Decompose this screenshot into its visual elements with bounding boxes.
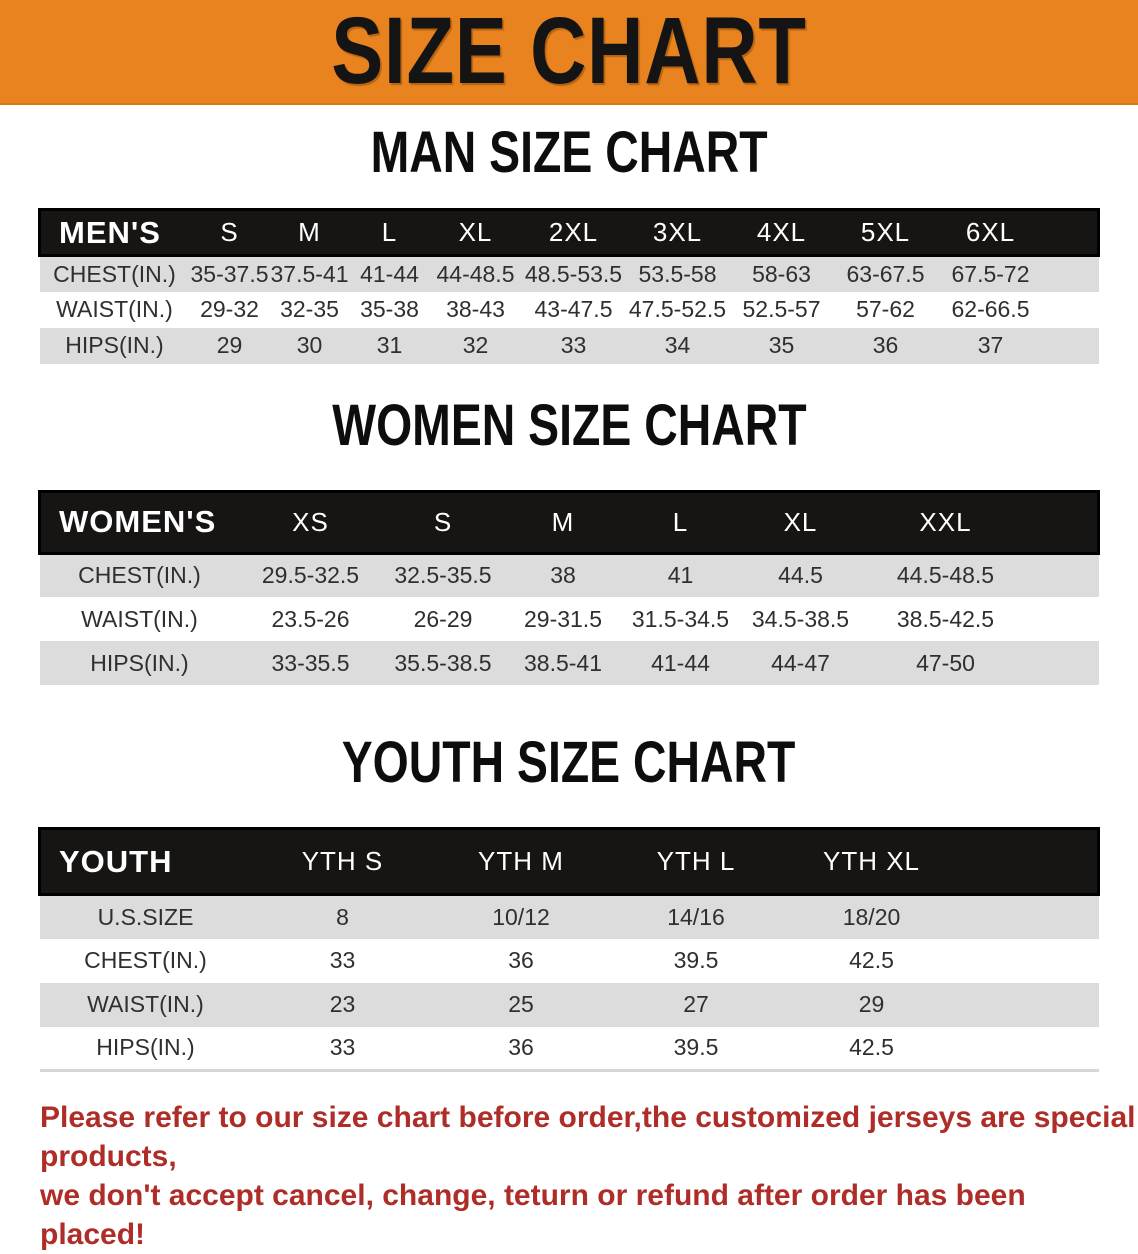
size-value-cell: 29 — [216, 332, 243, 358]
size-value-cell: 32 — [462, 332, 489, 358]
size-chart-sections — [0, 120, 1138, 1072]
men-section-heading-text: MAN SIZE CHART — [370, 120, 768, 185]
size-column-header: YTH XL — [822, 846, 921, 876]
size-value-cell: 32.5-35.5 — [394, 562, 492, 589]
size-value-cell: 10/12 — [492, 903, 550, 930]
size-value-cell: 47.5-52.5 — [628, 296, 727, 322]
table-header-row — [40, 829, 1099, 895]
row-label-cell: HIPS(IN.) — [96, 1034, 195, 1061]
row-label-cell: CHEST(IN.) — [53, 260, 176, 287]
table-row — [40, 641, 1099, 685]
row-label-cell: HIPS(IN.) — [90, 649, 189, 676]
size-column-header: 3XL — [652, 217, 703, 247]
size-value-cell: 36 — [508, 1034, 534, 1061]
disclaimer — [40, 1098, 1138, 1254]
men-section-heading — [0, 120, 1138, 193]
filler-cell — [1030, 597, 1099, 641]
size-value-cell: 35 — [768, 332, 795, 358]
filler-cell — [1044, 256, 1099, 292]
size-value-cell: 38 — [550, 562, 576, 589]
table-header-row — [40, 210, 1099, 256]
table-row — [40, 895, 1099, 939]
table-header-row — [40, 491, 1099, 553]
filler-cell — [960, 939, 1099, 983]
size-value-cell: 39.5 — [673, 1034, 719, 1061]
size-value-cell: 34.5-38.5 — [751, 605, 850, 632]
table-row — [40, 983, 1099, 1027]
size-value-cell: 33 — [560, 332, 587, 358]
size-value-cell: 57-62 — [856, 296, 915, 322]
size-value-cell: 42.5 — [849, 947, 894, 973]
size-value-cell: 33 — [329, 947, 356, 973]
size-value-cell: 43-47.5 — [534, 296, 613, 322]
size-column-header: M — [298, 217, 321, 247]
table-row — [40, 1027, 1099, 1071]
size-value-cell: 23 — [329, 991, 356, 1017]
size-value-cell: 29.5-32.5 — [261, 562, 360, 589]
size-column-header: L — [381, 217, 398, 247]
filler-cell — [960, 895, 1099, 939]
size-column-header: YTH M — [478, 846, 564, 876]
size-value-cell: 32-35 — [280, 296, 339, 322]
section-men — [0, 120, 1138, 364]
filler-cell — [1030, 553, 1099, 597]
size-value-cell: 41-44 — [360, 260, 419, 287]
size-value-cell: 47-50 — [916, 649, 975, 676]
size-value-cell: 25 — [508, 991, 534, 1017]
size-value-cell: 37 — [977, 332, 1004, 358]
filler-cell — [1044, 292, 1099, 328]
row-label-cell: CHEST(IN.) — [78, 562, 201, 589]
size-column-header: XS — [292, 506, 329, 537]
size-value-cell: 35-38 — [360, 296, 419, 322]
youth-section-heading-text: YOUTH SIZE CHART — [342, 730, 796, 795]
size-value-cell: 52.5-57 — [742, 296, 821, 322]
size-value-cell: 48.5-53.5 — [524, 260, 623, 287]
size-value-cell: 27 — [683, 991, 709, 1017]
disclaimer-line-1: Please refer to our size chart before order,the customized jerseys are special products, — [40, 1101, 1136, 1173]
size-value-cell: 31 — [376, 332, 403, 358]
row-label-cell: U.S.SIZE — [97, 903, 194, 930]
size-column-header: 6XL — [965, 217, 1016, 247]
size-value-cell: 34 — [664, 332, 691, 358]
size-value-cell: 41 — [667, 562, 694, 589]
size-value-cell: 42.5 — [849, 1034, 894, 1061]
table-row — [40, 553, 1099, 597]
youth-section-heading — [0, 730, 1138, 803]
size-column-header: M — [551, 506, 575, 537]
row-label-cell: WAIST(IN.) — [87, 991, 204, 1017]
size-value-cell: 35-37.5 — [190, 260, 269, 287]
section-youth — [0, 730, 1138, 1072]
size-value-cell: 44.5 — [778, 562, 823, 589]
size-value-cell: 8 — [336, 903, 349, 930]
group-label-header: MEN'S — [59, 214, 161, 250]
size-value-cell: 39.5 — [673, 947, 719, 973]
size-value-cell: 38-43 — [446, 296, 505, 322]
size-value-cell: 23.5-26 — [271, 605, 350, 632]
size-column-header: 4XL — [756, 217, 807, 247]
size-column-header: XL — [458, 217, 493, 247]
table-row — [40, 939, 1099, 983]
table-row — [40, 597, 1099, 641]
size-value-cell: 29-31.5 — [523, 605, 602, 632]
size-value-cell: 37.5-41 — [270, 260, 349, 287]
size-column-header: S — [433, 506, 453, 537]
size-column-header: YTH L — [656, 846, 736, 876]
size-value-cell: 29-32 — [200, 296, 259, 322]
banner — [0, 0, 1138, 105]
size-value-cell: 63-67.5 — [846, 260, 925, 287]
size-value-cell: 38.5-41 — [523, 649, 602, 676]
row-label-cell: WAIST(IN.) — [56, 296, 173, 322]
size-value-cell: 62-66.5 — [951, 296, 1030, 322]
filler-cell — [1030, 641, 1099, 685]
size-value-cell: 26-29 — [413, 605, 473, 632]
size-value-cell: 38.5-42.5 — [896, 605, 995, 632]
size-value-cell: 44-47 — [771, 649, 830, 676]
size-value-cell: 41-44 — [651, 649, 710, 676]
size-value-cell: 31.5-34.5 — [631, 605, 730, 632]
women-size-table — [38, 490, 1100, 686]
youth-size-table — [38, 827, 1100, 1072]
women-section-heading-text: WOMEN SIZE CHART — [331, 392, 807, 458]
size-column-header: XL — [783, 506, 818, 537]
table-row — [40, 328, 1099, 364]
size-column-header: YTH S — [301, 846, 384, 876]
group-label-header: WOMEN'S — [59, 504, 217, 539]
size-value-cell: 35.5-38.5 — [394, 649, 492, 676]
filler-header-cell — [960, 829, 1099, 895]
filler-cell — [1044, 328, 1099, 364]
size-value-cell: 53.5-58 — [638, 260, 717, 287]
size-value-cell: 29 — [858, 991, 885, 1017]
row-label-cell: HIPS(IN.) — [65, 332, 164, 358]
group-label-header: YOUTH — [59, 843, 173, 879]
size-column-header: 5XL — [860, 217, 911, 247]
filler-cell — [960, 1027, 1099, 1071]
size-value-cell: 67.5-72 — [951, 260, 1030, 287]
filler-header-cell — [1030, 491, 1099, 553]
size-value-cell: 58-63 — [752, 260, 811, 287]
size-column-header: S — [220, 217, 239, 247]
page-title: SIZE CHART — [331, 0, 807, 104]
size-column-header: XXL — [919, 506, 972, 537]
filler-cell — [960, 983, 1099, 1027]
size-column-header: 2XL — [548, 217, 599, 247]
table-row — [40, 256, 1099, 292]
men-size-table — [38, 208, 1100, 364]
size-value-cell: 33 — [329, 1034, 356, 1061]
size-value-cell: 44.5-48.5 — [896, 562, 995, 589]
filler-header-cell — [1044, 210, 1099, 256]
size-column-header: L — [672, 506, 689, 537]
table-row — [40, 292, 1099, 328]
size-value-cell: 36 — [872, 332, 899, 358]
size-value-cell: 33-35.5 — [271, 649, 350, 676]
row-label-cell: CHEST(IN.) — [84, 947, 207, 973]
row-label-cell: WAIST(IN.) — [81, 605, 198, 632]
disclaimer-line-2: we don't accept cancel, change, teturn or refund after order has been placed! — [40, 1179, 1026, 1251]
size-value-cell: 14/16 — [667, 903, 725, 930]
size-value-cell: 44-48.5 — [436, 260, 515, 287]
size-value-cell: 36 — [508, 947, 534, 973]
size-value-cell: 18/20 — [842, 903, 901, 930]
women-section-heading — [0, 392, 1138, 466]
section-women — [0, 392, 1138, 686]
size-value-cell: 30 — [296, 332, 323, 358]
